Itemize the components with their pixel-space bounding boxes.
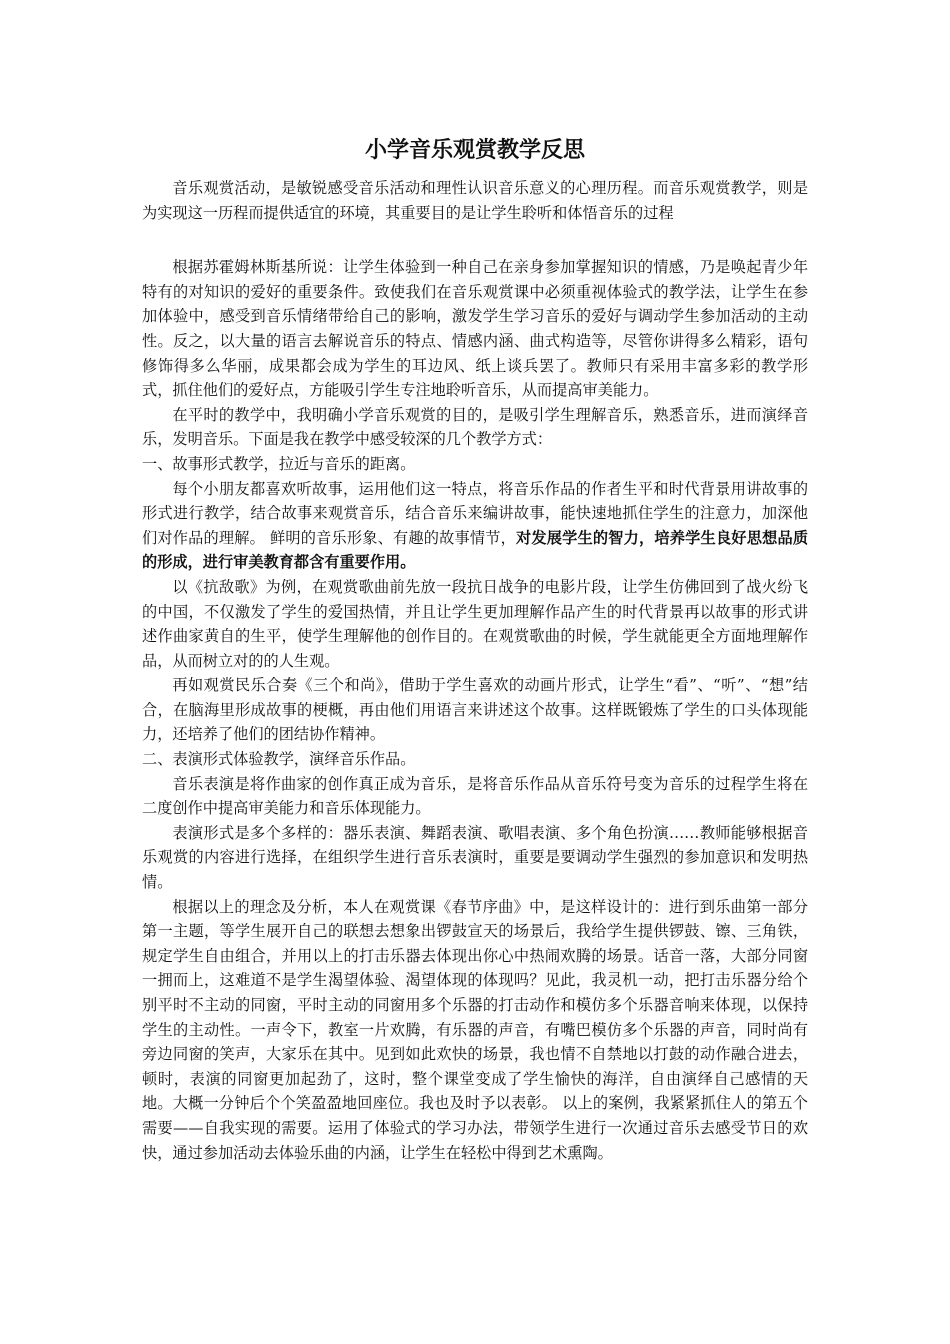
paragraph-three-monks-example: 再如观赏民乐合奏《三个和尚》，借助于学生喜欢的动画片形式，让学生“看”、“听”、“想”结合，在脑海里形成故事的梗概，再由他们用语言来讲述这个故事。这样既锻炼了学生的口头体现能力，还培养了他们的团结协作精神。	[142, 676, 808, 744]
paragraph-spring-festival-case: 根据以上的理念及分析，本人在观赏课《春节序曲》中，是这样设计的：进行到乐曲第一部分第一主题，等学生展开自己的联想去想象出锣鼓宣天的场景后，我给学生提供锣鼓、镲、三角铁，规定学生自由组合，并用以上的打击乐器去体现出你心中热闹欢腾的场景。话音一落，大部分同窗一拥而上，这难道不是学生渴望体验、渴望体现的体现吗？见此，我灵机一动，把打击乐器分给个别平时不主动的同窗，平时主动的同窗用多个乐器的打击动作和模仿多个乐器音响来体现，以保持学生的主动性。一声令下，教室一片欢腾，有乐器的声音，有嘴巴模仿多个乐器的声音，同时尚有旁边同窗的笑声，大家乐在其中。见到如此欢快的场景，我也情不自禁地以打鼓的动作融合进去，顿时，表演的同窗更加起劲了，这时，整个课堂变成了学生愉快的海洋，自由演绎自己感情的天地。大概一分钟后个个笑盈盈地回座位。我也及时予以表彰。 以上的案例，我紧紧抓住人的第五个需要——自我实现的需要。运用了体验式的学习办法，带领学生进行一次通过音乐去感受节日的欢快，通过参加活动去体验乐曲的内涵，让学生在轻松中得到艺术熏陶。	[142, 897, 808, 1162]
section-heading-2: 二、表演形式体验教学，演绎音乐作品。	[142, 750, 416, 769]
storytelling-bold-text: 对发展学生的智力，培养学生良好思想品质的形成，进行审美教育都含有重要作用。	[142, 528, 809, 572]
paragraph-performance-forms: 表演形式是多个多样的：器乐表演、舞蹈表演、歌唱表演、多个角色扮演……教师能够根据音乐观赏的内容进行选择，在组织学生进行音乐表演时，重要是要调动学生强烈的参加意识和发明热情。	[142, 823, 808, 892]
section-heading-1: 一、故事形式教学，拉近与音乐的距离。	[142, 454, 416, 473]
document-page	[142, 128, 808, 1165]
paragraph-teaching-goal: 在平时的教学中，我明确小学音乐观赏的目的，是吸引学生理解音乐，熟悉音乐，进而演绎音乐，发明音乐。下面是我在教学中感受较深的几个教学方式：	[142, 405, 808, 449]
paragraph-performance: 音乐表演是将作曲家的创作真正成为音乐，是将音乐作品从音乐符号变为音乐的过程学生将在二度创作中提高审美能力和音乐体现能力。	[142, 774, 808, 818]
paragraph-storytelling	[142, 477, 808, 575]
paragraph-intro: 音乐观赏活动，是敏锐感受音乐活动和理性认识音乐意义的心理历程。而音乐观赏教学，则是为实现这一历程而提供适宜的环境，其重要目的是让学生聆听和体悟音乐的过程	[142, 179, 808, 222]
document-title: 小学音乐观赏教学反思	[364, 138, 585, 163]
storytelling-text: 每个小朋友都喜欢听故事，运用他们这一特点，将音乐作品的作者生平和时代背景用讲故事的形式进行教学，结合故事来观赏音乐，结合音乐来编讲故事，能快速地抓住学生的注意力，加深他们对作品的理解。 鲜明的音乐形象、有趣的故事情节，	[142, 479, 808, 547]
paragraph-sukhomlinsky: 根据苏霍姆林斯基所说：让学生体验到一种自己在亲身参加掌握知识的情感，乃是唤起青少年特有的对知识的爱好的重要条件。致使我们在音乐观赏课中必须重视体验式的教学法，让学生在参加体验中，感受到音乐情绪带给自己的影响，激发学生学习音乐的爱好与调动学生参加活动的主动性。反之，以大量的语言去解说音乐的特点、情感内涵、曲式构造等，尽管你讲得多么精彩，语句修饰得多么华丽，成果都会成为学生的耳边风、纸上谈兵罢了。教师只有采用丰富多彩的教学形式，抓住他们的爱好点，方能吸引学生专注地聆听音乐，从而提高审美能力。	[142, 258, 808, 400]
paragraph-kangdi-example: 以《抗敌歌》为例，在观赏歌曲前先放一段抗日战争的电影片段，让学生仿佛回到了战火纷飞的中国，不仅激发了学生的爱国热情，并且让学生更加理解作品产生的时代背景再以故事的形式讲述作曲家黄自的生平，使学生理解他的创作目的。在观赏歌曲的时候，学生就能更全方面地理解作品，从而树立对的的人生观。	[142, 577, 808, 670]
